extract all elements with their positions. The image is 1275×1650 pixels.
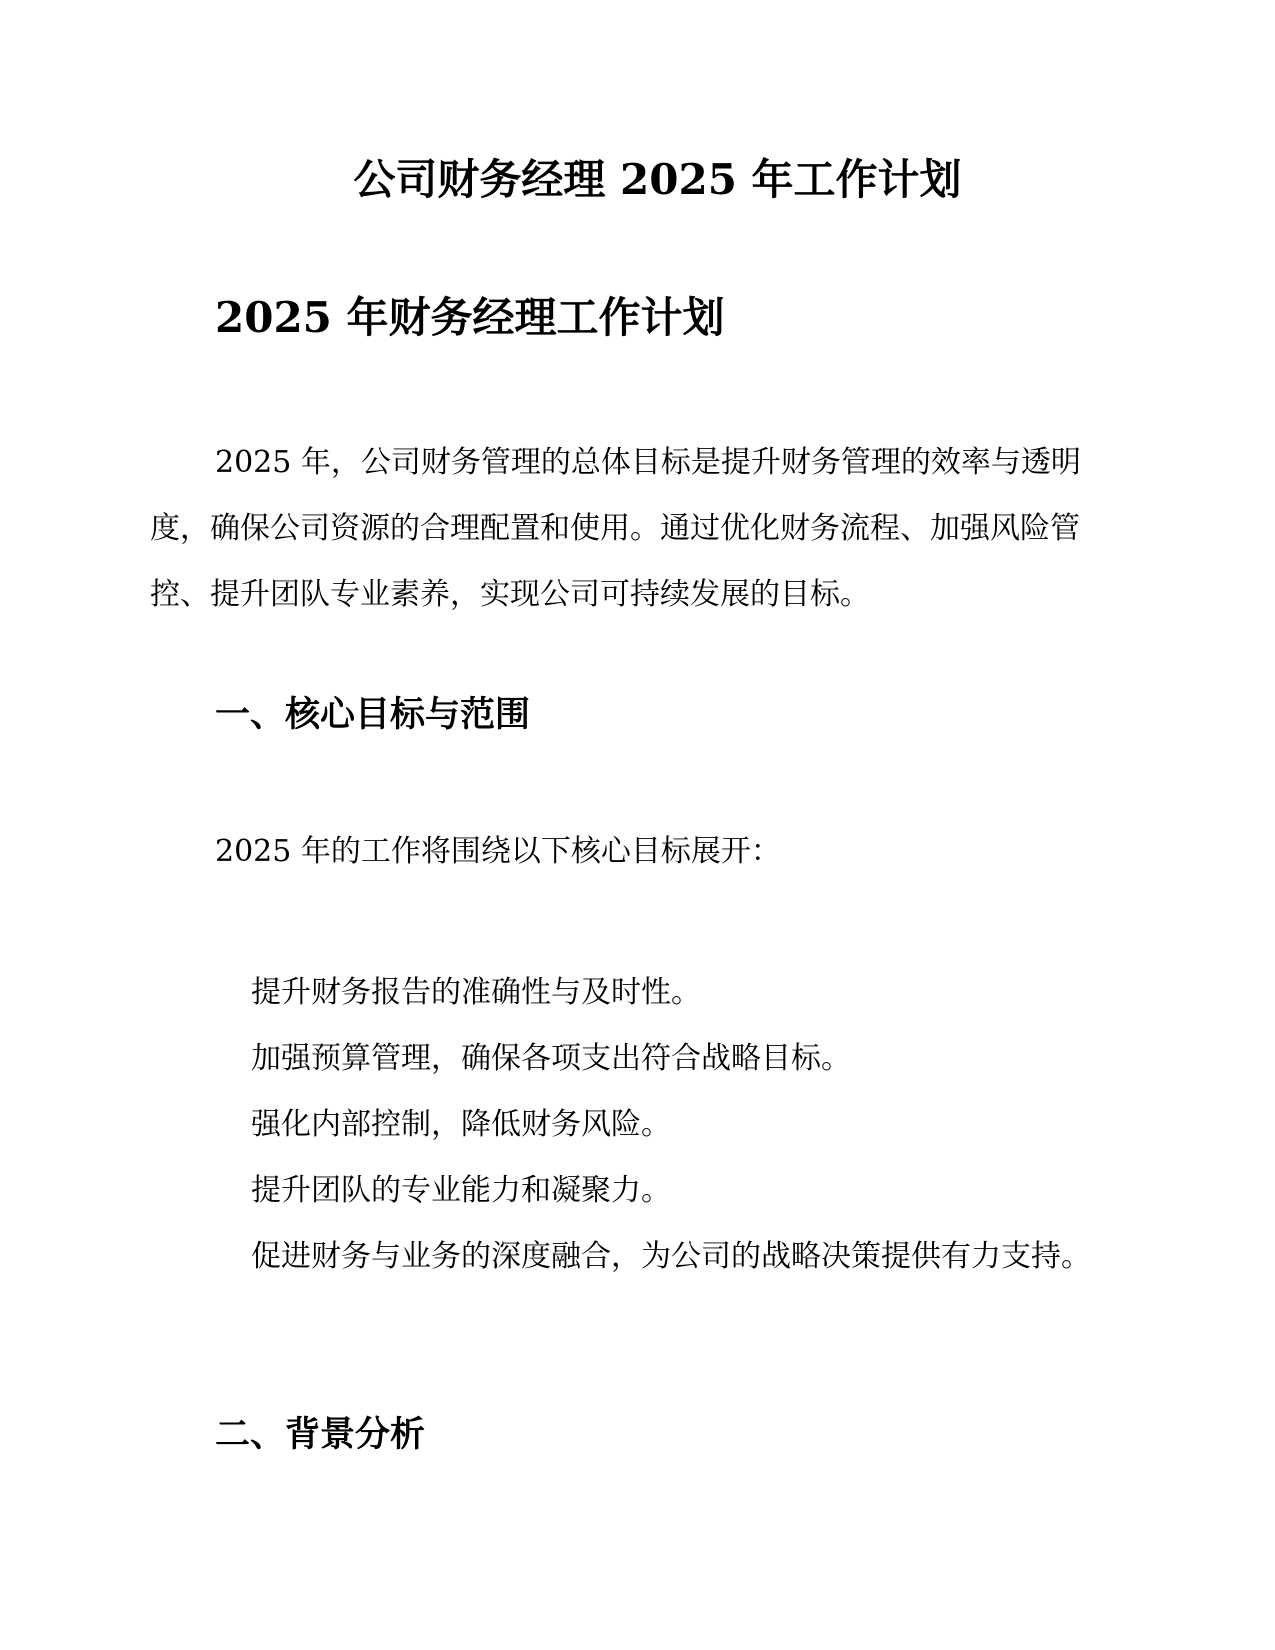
section-heading-background: 二、背景分析: [215, 1414, 426, 1455]
intro-paragraph: 2025 年，公司财务管理的总体目标是提升财务管理的效率与透明度，确保公司资源的合理配置和使用。通过优化财务流程、加强风险管控、提升团队专业素养，实现公司可持续发展的目标。: [150, 445, 1081, 612]
goal-item: 提升团队的专业能力和凝聚力。: [251, 1173, 671, 1208]
document-title: 公司财务经理 2025 年工作计划: [353, 155, 962, 204]
core-goals-lead: 2025 年的工作将围绕以下核心目标展开：: [215, 834, 781, 869]
goal-item: 提升财务报告的准确性与及时性。: [251, 975, 701, 1010]
section-heading-core-goals: 一、核心目标与范围: [215, 694, 531, 735]
document-subtitle: 2025 年财务经理工作计划: [215, 293, 725, 342]
goal-item: 加强预算管理，确保各项支出符合战略目标。: [251, 1041, 851, 1076]
goal-item: 强化内部控制，降低财务风险。: [251, 1107, 671, 1142]
goal-item: 促进财务与业务的深度融合，为公司的战略决策提供有力支持。: [251, 1239, 1091, 1274]
core-goals-list: [185, 960, 1130, 1290]
